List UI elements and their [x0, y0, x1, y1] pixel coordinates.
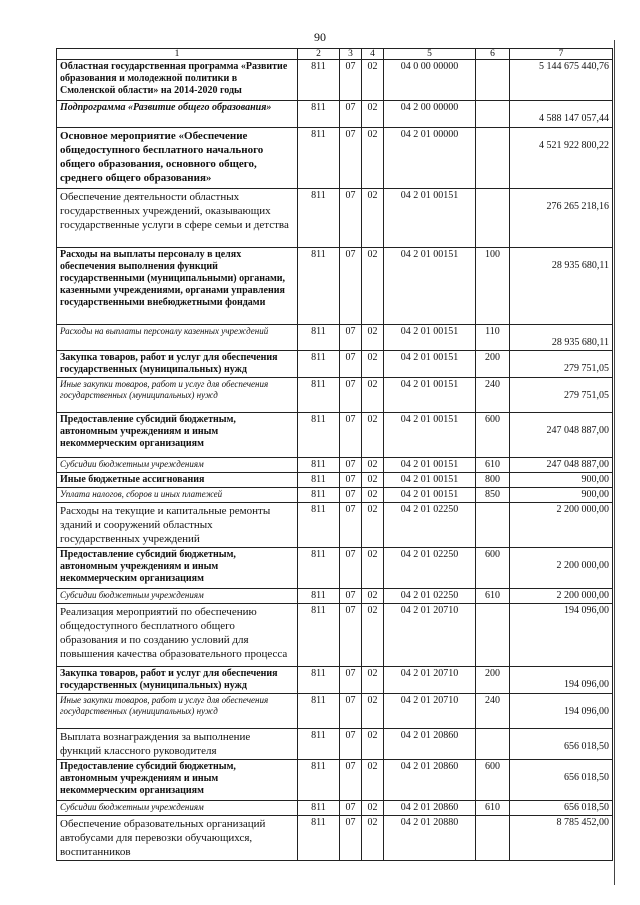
department-code-cell: 811 — [298, 60, 340, 101]
table-row — [57, 667, 613, 694]
department-code-cell: 811 — [298, 667, 340, 694]
expense-type-cell: 240 — [476, 694, 510, 729]
amount-cell: 900,00 — [510, 488, 613, 503]
amount-cell: 28 935 680,11 — [510, 248, 613, 325]
section-code-cell: 07 — [340, 694, 362, 729]
row-name-cell: Основное мероприятие «Обеспечение общедоступного бесплатного начального общего образования, основного общего, среднего общего образования» — [57, 128, 298, 189]
section-code-cell: 07 — [340, 801, 362, 816]
target-article-cell: 04 2 01 00151 — [384, 351, 476, 378]
target-article-cell: 04 2 01 20880 — [384, 816, 476, 861]
column-number: 6 — [476, 49, 510, 60]
department-code-cell: 811 — [298, 694, 340, 729]
target-article-cell: 04 2 01 20860 — [384, 801, 476, 816]
row-name-cell: Субсидии бюджетным учреждениям — [57, 458, 298, 473]
row-name-cell: Иные бюджетные ассигнования — [57, 473, 298, 488]
expense-type-cell: 800 — [476, 473, 510, 488]
department-code-cell: 811 — [298, 488, 340, 503]
target-article-cell: 04 2 01 00151 — [384, 473, 476, 488]
expense-type-cell — [476, 816, 510, 861]
expense-type-cell: 200 — [476, 667, 510, 694]
target-article-cell: 04 2 01 00000 — [384, 128, 476, 189]
amount-cell: 8 785 452,00 — [510, 816, 613, 861]
subsection-code-cell: 02 — [362, 351, 384, 378]
table-row — [57, 128, 613, 189]
expense-type-cell — [476, 189, 510, 248]
amount-cell: 656 018,50 — [510, 729, 613, 760]
section-code-cell: 07 — [340, 351, 362, 378]
department-code-cell: 811 — [298, 351, 340, 378]
target-article-cell: 04 2 01 00151 — [384, 378, 476, 413]
expense-type-cell — [476, 604, 510, 667]
expense-type-cell: 610 — [476, 458, 510, 473]
target-article-cell: 04 2 01 02250 — [384, 503, 476, 548]
expense-type-cell — [476, 729, 510, 760]
amount-cell: 900,00 — [510, 473, 613, 488]
department-code-cell: 811 — [298, 503, 340, 548]
target-article-cell: 04 2 01 00151 — [384, 413, 476, 458]
department-code-cell: 811 — [298, 248, 340, 325]
table-row — [57, 101, 613, 128]
table-row — [57, 589, 613, 604]
expense-type-cell — [476, 60, 510, 101]
section-code-cell: 07 — [340, 604, 362, 667]
table-row — [57, 604, 613, 667]
table-row — [57, 325, 613, 351]
department-code-cell: 811 — [298, 325, 340, 351]
row-name-cell: Субсидии бюджетным учреждениям — [57, 589, 298, 604]
expense-type-cell: 600 — [476, 548, 510, 589]
target-article-cell: 04 2 01 00151 — [384, 488, 476, 503]
target-article-cell: 04 2 01 00151 — [384, 325, 476, 351]
table-row — [57, 248, 613, 325]
department-code-cell: 811 — [298, 801, 340, 816]
section-code-cell: 07 — [340, 128, 362, 189]
table-row — [57, 694, 613, 729]
expense-type-cell: 240 — [476, 378, 510, 413]
row-name-cell: Областная государственная программа «Развитие образования и молодежной политики в Смоленской области» на 2014-2020 годы — [57, 60, 298, 101]
target-article-cell: 04 2 01 00151 — [384, 189, 476, 248]
section-code-cell: 07 — [340, 325, 362, 351]
subsection-code-cell: 02 — [362, 816, 384, 861]
row-name-cell: Иные закупки товаров, работ и услуг для обеспечения государственных (муниципальных) нужд — [57, 694, 298, 729]
amount-cell: 5 144 675 440,76 — [510, 60, 613, 101]
row-name-cell: Расходы на выплаты персоналу в целях обеспечения выполнения функций государственными (муниципальными) органами, казенными учреждениями, органами управления государственными внебюджетными фондами — [57, 248, 298, 325]
subsection-code-cell: 02 — [362, 760, 384, 801]
table-row — [57, 473, 613, 488]
amount-cell: 2 200 000,00 — [510, 548, 613, 589]
column-number: 5 — [384, 49, 476, 60]
subsection-code-cell: 02 — [362, 667, 384, 694]
section-code-cell: 07 — [340, 189, 362, 248]
amount-cell: 4 588 147 057,44 — [510, 101, 613, 128]
target-article-cell: 04 2 01 20860 — [384, 729, 476, 760]
expense-type-cell — [476, 503, 510, 548]
subsection-code-cell: 02 — [362, 694, 384, 729]
table-row — [57, 816, 613, 861]
amount-cell: 194 096,00 — [510, 604, 613, 667]
row-name-cell: Расходы на текущие и капитальные ремонты зданий и сооружений областных государственных учреждений — [57, 503, 298, 548]
page-number: 90 — [314, 30, 326, 44]
subsection-code-cell: 02 — [362, 488, 384, 503]
row-name-cell: Закупка товаров, работ и услуг для обеспечения государственных (муниципальных) нужд — [57, 667, 298, 694]
expense-type-cell: 100 — [476, 248, 510, 325]
section-code-cell: 07 — [340, 729, 362, 760]
expense-type-cell: 600 — [476, 760, 510, 801]
table-row — [57, 801, 613, 816]
target-article-cell: 04 2 01 02250 — [384, 548, 476, 589]
expense-type-cell: 600 — [476, 413, 510, 458]
subsection-code-cell: 02 — [362, 458, 384, 473]
department-code-cell: 811 — [298, 473, 340, 488]
section-code-cell: 07 — [340, 473, 362, 488]
row-name-cell: Выплата вознаграждения за выполнение функций классного руководителя — [57, 729, 298, 760]
section-code-cell: 07 — [340, 458, 362, 473]
target-article-cell: 04 2 01 00151 — [384, 458, 476, 473]
section-code-cell: 07 — [340, 503, 362, 548]
department-code-cell: 811 — [298, 760, 340, 801]
amount-cell: 276 265 218,16 — [510, 189, 613, 248]
amount-cell: 194 096,00 — [510, 694, 613, 729]
subsection-code-cell: 02 — [362, 729, 384, 760]
section-code-cell: 07 — [340, 60, 362, 101]
department-code-cell: 811 — [298, 604, 340, 667]
amount-cell: 656 018,50 — [510, 760, 613, 801]
subsection-code-cell: 02 — [362, 503, 384, 548]
amount-cell: 247 048 887,00 — [510, 413, 613, 458]
subsection-code-cell: 02 — [362, 378, 384, 413]
subsection-code-cell: 02 — [362, 589, 384, 604]
table-row — [57, 760, 613, 801]
section-code-cell: 07 — [340, 589, 362, 604]
department-code-cell: 811 — [298, 378, 340, 413]
subsection-code-cell: 02 — [362, 325, 384, 351]
row-name-cell: Уплата налогов, сборов и иных платежей — [57, 488, 298, 503]
table-row — [57, 729, 613, 760]
row-name-cell: Закупка товаров, работ и услуг для обеспечения государственных (муниципальных) нужд — [57, 351, 298, 378]
column-number: 2 — [298, 49, 340, 60]
row-name-cell: Обеспечение деятельности областных государственных учреждений, оказывающих государственные услуги в сфере семьи и детства — [57, 189, 298, 248]
section-code-cell: 07 — [340, 488, 362, 503]
amount-cell: 247 048 887,00 — [510, 458, 613, 473]
amount-cell: 2 200 000,00 — [510, 589, 613, 604]
expense-type-cell — [476, 101, 510, 128]
target-article-cell: 04 2 01 20860 — [384, 760, 476, 801]
department-code-cell: 811 — [298, 548, 340, 589]
page-margin-line — [614, 40, 615, 885]
table-row — [57, 378, 613, 413]
department-code-cell: 811 — [298, 729, 340, 760]
subsection-code-cell: 02 — [362, 189, 384, 248]
section-code-cell: 07 — [340, 816, 362, 861]
target-article-cell: 04 2 01 20710 — [384, 604, 476, 667]
amount-cell: 279 751,05 — [510, 351, 613, 378]
expense-type-cell: 610 — [476, 589, 510, 604]
amount-cell: 656 018,50 — [510, 801, 613, 816]
department-code-cell: 811 — [298, 413, 340, 458]
subsection-code-cell: 02 — [362, 413, 384, 458]
budget-table — [56, 48, 613, 861]
section-code-cell: 07 — [340, 760, 362, 801]
table-row — [57, 351, 613, 378]
subsection-code-cell: 02 — [362, 473, 384, 488]
amount-cell: 28 935 680,11 — [510, 325, 613, 351]
section-code-cell: 07 — [340, 413, 362, 458]
row-name-cell: Предоставление субсидий бюджетным, автономным учреждениям и иным некоммерческим организациям — [57, 760, 298, 801]
column-number: 1 — [57, 49, 298, 60]
expense-type-cell: 850 — [476, 488, 510, 503]
expense-type-cell — [476, 128, 510, 189]
row-name-cell: Субсидии бюджетным учреждениям — [57, 801, 298, 816]
amount-cell: 194 096,00 — [510, 667, 613, 694]
row-name-cell: Иные закупки товаров, работ и услуг для обеспечения государственных (муниципальных) нужд — [57, 378, 298, 413]
section-code-cell: 07 — [340, 101, 362, 128]
amount-cell: 4 521 922 800,22 — [510, 128, 613, 189]
amount-cell: 2 200 000,00 — [510, 503, 613, 548]
subsection-code-cell: 02 — [362, 60, 384, 101]
department-code-cell: 811 — [298, 589, 340, 604]
subsection-code-cell: 02 — [362, 801, 384, 816]
row-name-cell: Предоставление субсидий бюджетным, автономным учреждениям и иным некоммерческим организациям — [57, 548, 298, 589]
section-code-cell: 07 — [340, 248, 362, 325]
target-article-cell: 04 2 01 20710 — [384, 694, 476, 729]
subsection-code-cell: 02 — [362, 128, 384, 189]
section-code-cell: 07 — [340, 378, 362, 413]
department-code-cell: 811 — [298, 101, 340, 128]
target-article-cell: 04 0 00 00000 — [384, 60, 476, 101]
table-row — [57, 189, 613, 248]
row-name-cell: Предоставление субсидий бюджетным, автономным учреждениям и иным некоммерческим организациям — [57, 413, 298, 458]
row-name-cell: Реализация мероприятий по обеспечению общедоступного бесплатного общего образования и по созданию условий для повышения качества образовательного процесса — [57, 604, 298, 667]
department-code-cell: 811 — [298, 816, 340, 861]
expense-type-cell: 200 — [476, 351, 510, 378]
table-row — [57, 413, 613, 458]
column-number: 4 — [362, 49, 384, 60]
section-code-cell: 07 — [340, 548, 362, 589]
table-row — [57, 503, 613, 548]
target-article-cell: 04 2 00 00000 — [384, 101, 476, 128]
table-row — [57, 60, 613, 101]
table-row — [57, 548, 613, 589]
department-code-cell: 811 — [298, 128, 340, 189]
expense-type-cell: 610 — [476, 801, 510, 816]
column-numbers-row — [57, 49, 613, 60]
row-name-cell: Расходы на выплаты персоналу казенных учреждений — [57, 325, 298, 351]
row-name-cell: Обеспечение образовательных организаций автобусами для перевозки обучающихся, воспитанников — [57, 816, 298, 861]
subsection-code-cell: 02 — [362, 548, 384, 589]
column-number: 7 — [510, 49, 613, 60]
target-article-cell: 04 2 01 20710 — [384, 667, 476, 694]
expense-type-cell: 110 — [476, 325, 510, 351]
department-code-cell: 811 — [298, 458, 340, 473]
row-name-cell: Подпрограмма «Развитие общего образования» — [57, 101, 298, 128]
subsection-code-cell: 02 — [362, 248, 384, 325]
amount-cell: 279 751,05 — [510, 378, 613, 413]
column-number: 3 — [340, 49, 362, 60]
subsection-code-cell: 02 — [362, 604, 384, 667]
table-row — [57, 458, 613, 473]
target-article-cell: 04 2 01 00151 — [384, 248, 476, 325]
target-article-cell: 04 2 01 02250 — [384, 589, 476, 604]
subsection-code-cell: 02 — [362, 101, 384, 128]
table-row — [57, 488, 613, 503]
department-code-cell: 811 — [298, 189, 340, 248]
section-code-cell: 07 — [340, 667, 362, 694]
